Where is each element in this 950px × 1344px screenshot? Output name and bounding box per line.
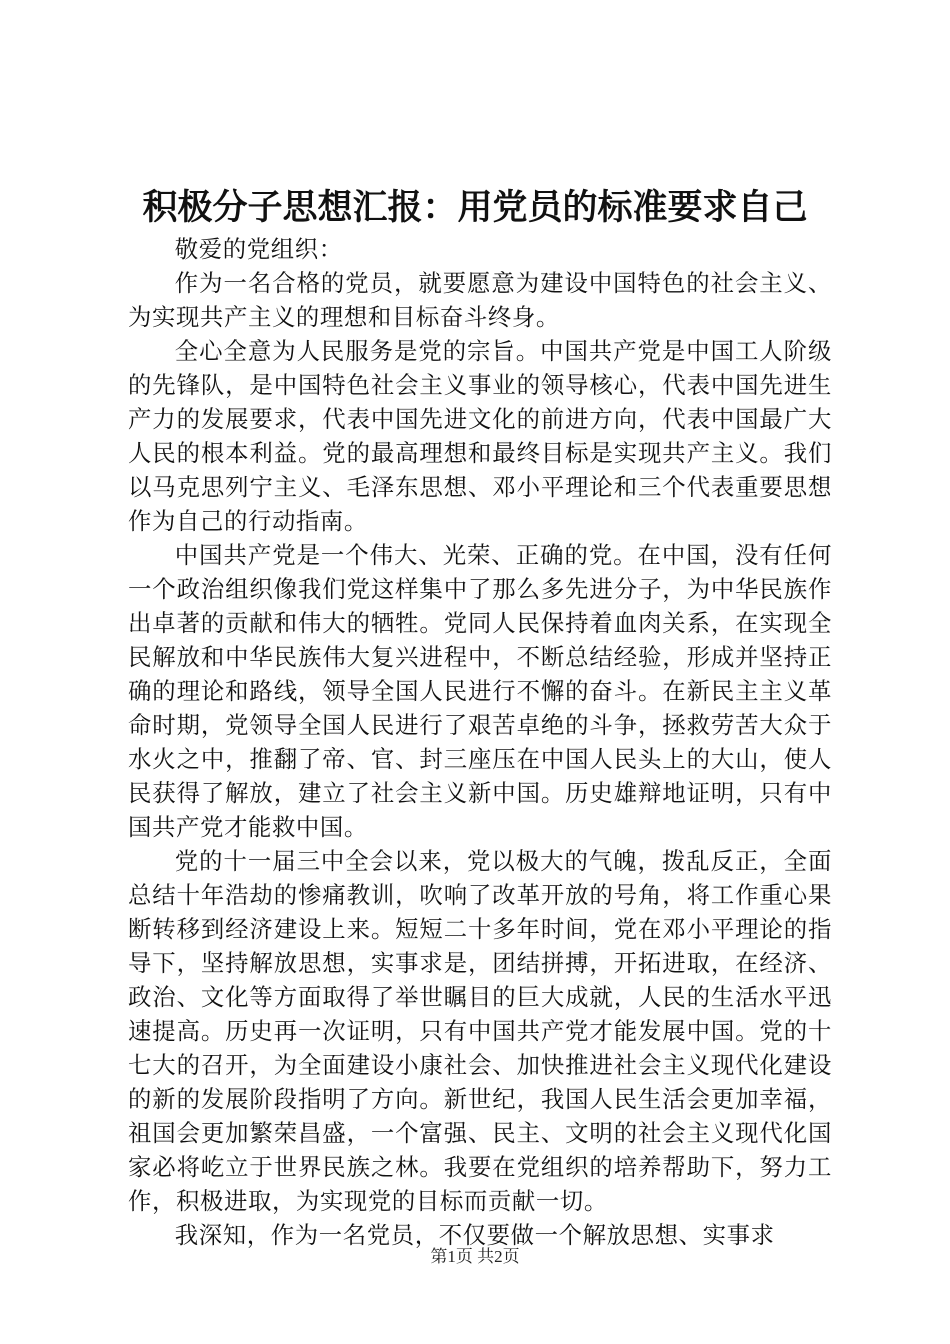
paragraph-1: 作为一名合格的党员，就要愿意为建设中国特色的社会主义、为实现共产主义的理想和目标奋斗终身。 bbox=[128, 269, 832, 331]
document-body bbox=[128, 232, 832, 1252]
page-number-footer: 第1页 共2页 bbox=[430, 1247, 520, 1266]
document-title: 积极分子思想汇报：用党员的标准要求自己 bbox=[142, 187, 808, 228]
paragraph-3: 中国共产党是一个伟大、光荣、正确的党。在中国，没有任何一个政治组织像我们党这样集中了那么多先进分子，为中华民族作出卓著的贡献和伟大的牺牲。党同人民保持着血肉关系，在实现全民解放和中华民族伟大复兴进程中，不断总结经验，形成并坚持正确的理论和路线，领导全国人民进行不懈的奋斗。在新民主主义革命时期，党领导全国人民进行了艰苦卓绝的斗争，拯救劳苦大众于水火之中，推翻了帝、官、封三座压在中国人民头上的大山，使人民获得了解放，建立了社会主义新中国。历史雄辩地证明，只有中国共产党才能救中国。 bbox=[128, 541, 832, 841]
salutation: 敬爱的党组织： bbox=[174, 235, 343, 263]
paragraph-2: 全心全意为人民服务是党的宗旨。中国共产党是中国工人阶级的先锋队，是中国特色社会主义事业的领导核心，代表中国先进生产力的发展要求，代表中国先进文化的前进方向，代表中国最广大人民的根本利益。党的最高理想和最终目标是实现共产主义。我们以马克思列宁主义、毛泽东思想、邓小平理论和三个代表重要思想作为自己的行动指南。 bbox=[128, 337, 832, 535]
paragraph-5: 我深知，作为一名党员，不仅要做一个解放思想、实事求 bbox=[174, 1221, 775, 1249]
paragraph-4: 党的十一届三中全会以来，党以极大的气魄，拨乱反正，全面总结十年浩劫的惨痛教训，吹响了改革开放的号角，将工作重心果断转移到经济建设上来。短短二十多年时间，党在邓小平理论的指导下，坚持解放思想，实事求是，团结拼搏，开拓进取，在经济、政治、文化等方面取得了举世瞩目的巨大成就，人民的生活水平迅速提高。历史再一次证明，只有中国共产党才能发展中国。党的十七大的召开，为全面建设小康社会、加快推进社会主义现代化建设的新的发展阶段指明了方向。新世纪，我国人民生活会更加幸福，祖国会更加繁荣昌盛，一个富强、民主、文明的社会主义现代化国家必将屹立于世界民族之林。我要在党组织的培养帮助下，努力工作，积极进取，为实现党的目标而贡献一切。 bbox=[128, 847, 832, 1215]
